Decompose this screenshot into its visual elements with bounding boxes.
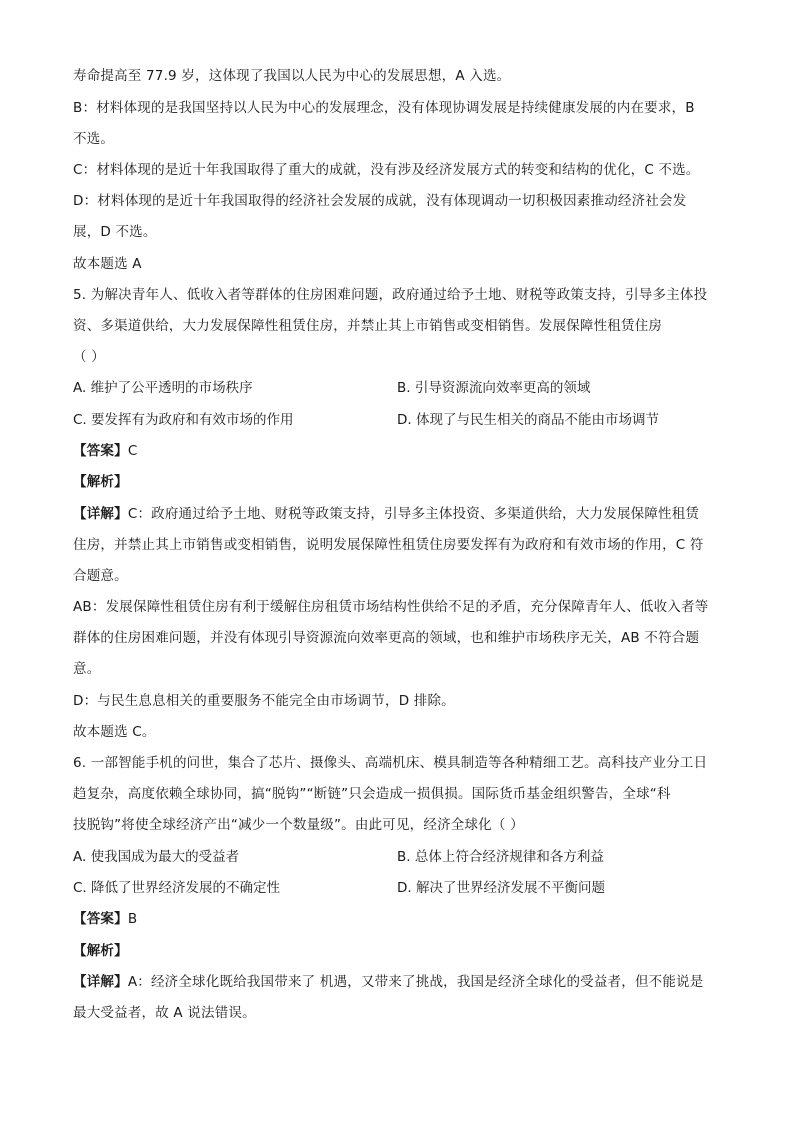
text-line: C：材料体现的是近十年我国取得了重大的成就，没有涉及经济发展方式的转变和结构的优化，C 不选。: [73, 162, 700, 178]
text-line: AB：发展保障性租赁住房有利于缓解住房租赁市场结构性供给不足的矛盾，充分保障青年人、低收入者等: [73, 599, 709, 615]
q5-detail: [73, 504, 699, 524]
q5-option-c: C. 要发挥有为政府和有效市场的作用: [73, 412, 294, 428]
analysis-tag: 【解析】: [73, 474, 128, 490]
analysis-tag: 【解析】: [73, 943, 128, 959]
q5-analysis-tag: [73, 472, 128, 492]
text-line: 群体的住房困难问题，并没有体现引导资源流向效率更高的领域，也和维护市场秩序无关，AB 不符合题: [73, 630, 700, 646]
question-6-stem: 6. 一部智能手机的问世，集合了芯片、摄像头、高端机床、模具制造等各种精细工艺。高科技产业分工日: [73, 755, 708, 771]
q5-option-d: D. 体现了与民生相关的商品不能由市场调节: [397, 412, 659, 428]
q5-option-b: B. 引导资源流向效率更高的领域: [397, 380, 591, 396]
question-5-stem: 5. 为解决青年人、低收入者等群体的住房困难问题，政府通过给予土地、财税等政策支持，引导多主体投: [73, 287, 708, 303]
q6-option-a: A. 使我国成为最大的受益者: [73, 849, 240, 865]
q5-option-a: A. 维护了公平透明的市场秩序: [73, 380, 253, 396]
text-line: 寿命提高至 77.9 岁，这体现了我国以人民为中心的发展思想，A 入选。: [73, 68, 511, 84]
detail-text: C：政府通过给予土地、财税等政策支持，引导多主体投资、多渠道供给，大力发展保障性租赁: [127, 506, 700, 522]
text-line: 最大受益者，故 A 说法错误。: [73, 1005, 256, 1021]
question-6-stem: 趋复杂，高度依赖全球协同，搞“脱钩”“断链”只会造成一损俱损。国际货币基金组织警告，全球“科: [73, 786, 671, 802]
text-line: B：材料体现的是我国坚持以人民为中心的发展理念，没有体现协调发展是持续健康发展的内在要求，B: [73, 100, 695, 116]
q6-option-b: B. 总体上符合经济规律和各方利益: [397, 849, 604, 865]
q6-detail: [73, 972, 703, 992]
q5-answer: [73, 441, 137, 461]
answer-value: B: [127, 911, 138, 927]
text-line: 合题意。: [73, 568, 128, 584]
q6-option-c: C. 降低了世界经济发展的不确定性: [73, 880, 281, 896]
answer-tag: 【答案】: [73, 911, 128, 927]
answer-tag: 【答案】: [73, 443, 128, 459]
detail-text: A：经济全球化既给我国带来了 机遇，又带来了挑战，我国是经济全球化的受益者，但不能说是: [127, 974, 704, 990]
q6-analysis-tag: [73, 941, 128, 961]
q6-option-d: D. 解决了世界经济发展不平衡问题: [397, 880, 605, 896]
text-line: 不选。: [73, 131, 115, 147]
text-line: D：与民生息息相关的重要服务不能完全由市场调节，D 排除。: [73, 693, 455, 709]
text-line: 故本题选 A: [73, 256, 142, 272]
text-line: D：材料体现的是近十年我国取得的经济社会发展的成就，没有体现调动一切积极因素推动经济社会发: [73, 193, 687, 209]
text-line: 展，D 不选。: [73, 224, 157, 240]
text-line: 住房，并禁止其上市销售或变相销售，说明发展保障性租赁住房要发挥有为政府和有效市场的作用，C 符: [73, 537, 704, 553]
text-line: 故本题选 C。: [73, 724, 156, 740]
question-5-blank: （ ）: [73, 349, 105, 365]
question-5-stem: 资、多渠道供给，大力发展保障性租赁住房，并禁止其上市销售或变相销售。发展保障性租赁住房: [73, 318, 663, 334]
text-line: 意。: [73, 661, 101, 677]
detail-tag: 【详解】: [73, 506, 128, 522]
detail-tag: 【详解】: [73, 974, 128, 990]
question-6-stem: 技脱钩”将使全球经济产出“减少一个数量级”。由此可见，经济全球化（ ）: [73, 817, 524, 833]
answer-value: C: [127, 443, 138, 459]
q6-answer: [73, 909, 137, 929]
